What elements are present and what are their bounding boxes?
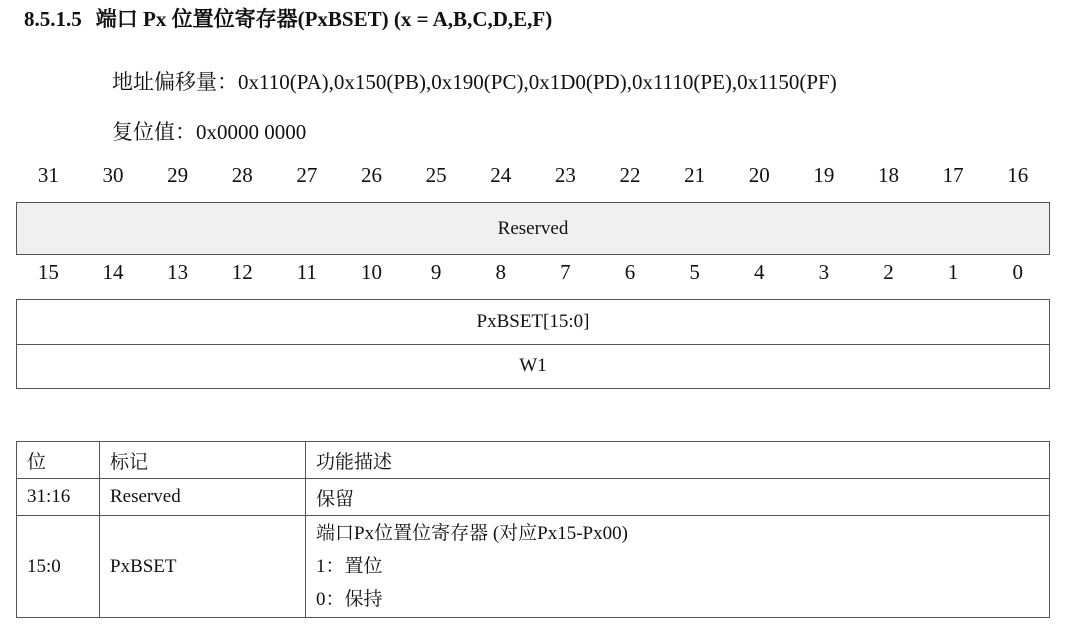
access-type-label: W1 (519, 355, 547, 376)
section-title: 端口 Px 位置位寄存器(PxBSET) (x = A,B,C,D,E,F) (95, 7, 553, 31)
table-header-row (17, 442, 1050, 479)
cell-name: PxBSET (100, 516, 306, 618)
section-number: 8.5.1.5 (24, 7, 82, 31)
bit-number: 26 (360, 163, 382, 187)
bit-number: 19 (813, 163, 835, 187)
bit-number: 23 (554, 163, 576, 187)
pxbset-field-label: PxBSET[15:0] (476, 311, 590, 332)
bit-number: 17 (942, 163, 964, 187)
bit-number: 1 (947, 260, 959, 284)
reserved-field-label: Reserved (497, 217, 569, 239)
pxbset-field (16, 299, 1050, 345)
bit-number: 14 (102, 260, 124, 284)
cell-description: 保留 (306, 479, 1050, 516)
bit-number: 5 (689, 260, 700, 284)
description-line: 0：保持 (316, 589, 383, 610)
reset-value: 复位值：0x0000 0000 (112, 120, 307, 144)
bit-number: 16 (1007, 163, 1029, 187)
bit-number: 0 (1012, 260, 1023, 284)
bit-number: 9 (430, 260, 442, 284)
bit-number: 10 (360, 260, 382, 284)
bit-number: 24 (490, 163, 512, 187)
bit-number: 8 (495, 260, 506, 284)
bit-number: 28 (231, 163, 253, 187)
bit-number: 31 (37, 163, 59, 187)
description-line: 1：置位 (316, 556, 383, 577)
header-name: 标记 (100, 442, 306, 479)
bit-numbers-low (16, 257, 1050, 287)
bit-number: 3 (818, 260, 830, 284)
bit-number: 25 (425, 163, 447, 187)
bit-number: 20 (748, 163, 770, 187)
header-description: 功能描述 (306, 442, 1050, 479)
reserved-field (16, 202, 1050, 255)
bit-number: 21 (684, 163, 706, 187)
bit-number: 7 (560, 260, 571, 284)
bit-description-table (16, 441, 1050, 618)
bit-number: 4 (753, 260, 765, 284)
bit-number: 27 (296, 163, 318, 187)
header-bit: 位 (17, 442, 100, 479)
description-line: 端口Px位置位寄存器 (对应Px15-Px00) (316, 523, 628, 544)
bit-number: 22 (619, 163, 641, 187)
bit-number: 12 (231, 260, 253, 284)
table-row (17, 516, 1050, 618)
bit-number: 29 (167, 163, 189, 187)
bit-number: 18 (877, 163, 899, 187)
cell-bits: 31:16 (17, 479, 100, 516)
section-heading (24, 4, 552, 34)
bit-numbers-high (16, 160, 1050, 190)
access-type (16, 344, 1050, 389)
bit-number: 11 (296, 260, 317, 284)
table-row (17, 479, 1050, 516)
cell-bits: 15:0 (17, 516, 100, 618)
bit-number: 13 (167, 260, 189, 284)
bit-number: 2 (883, 260, 894, 284)
address-offset: 地址偏移量：0x110(PA),0x150(PB),0x190(PC),0x1D0(PD),0x1110(PE),0x1150(PF) (112, 70, 837, 94)
bit-number: 15 (37, 260, 59, 284)
cell-description (306, 516, 1050, 618)
bit-number: 6 (624, 260, 636, 284)
bit-number: 30 (102, 163, 124, 187)
cell-name: Reserved (100, 479, 306, 516)
